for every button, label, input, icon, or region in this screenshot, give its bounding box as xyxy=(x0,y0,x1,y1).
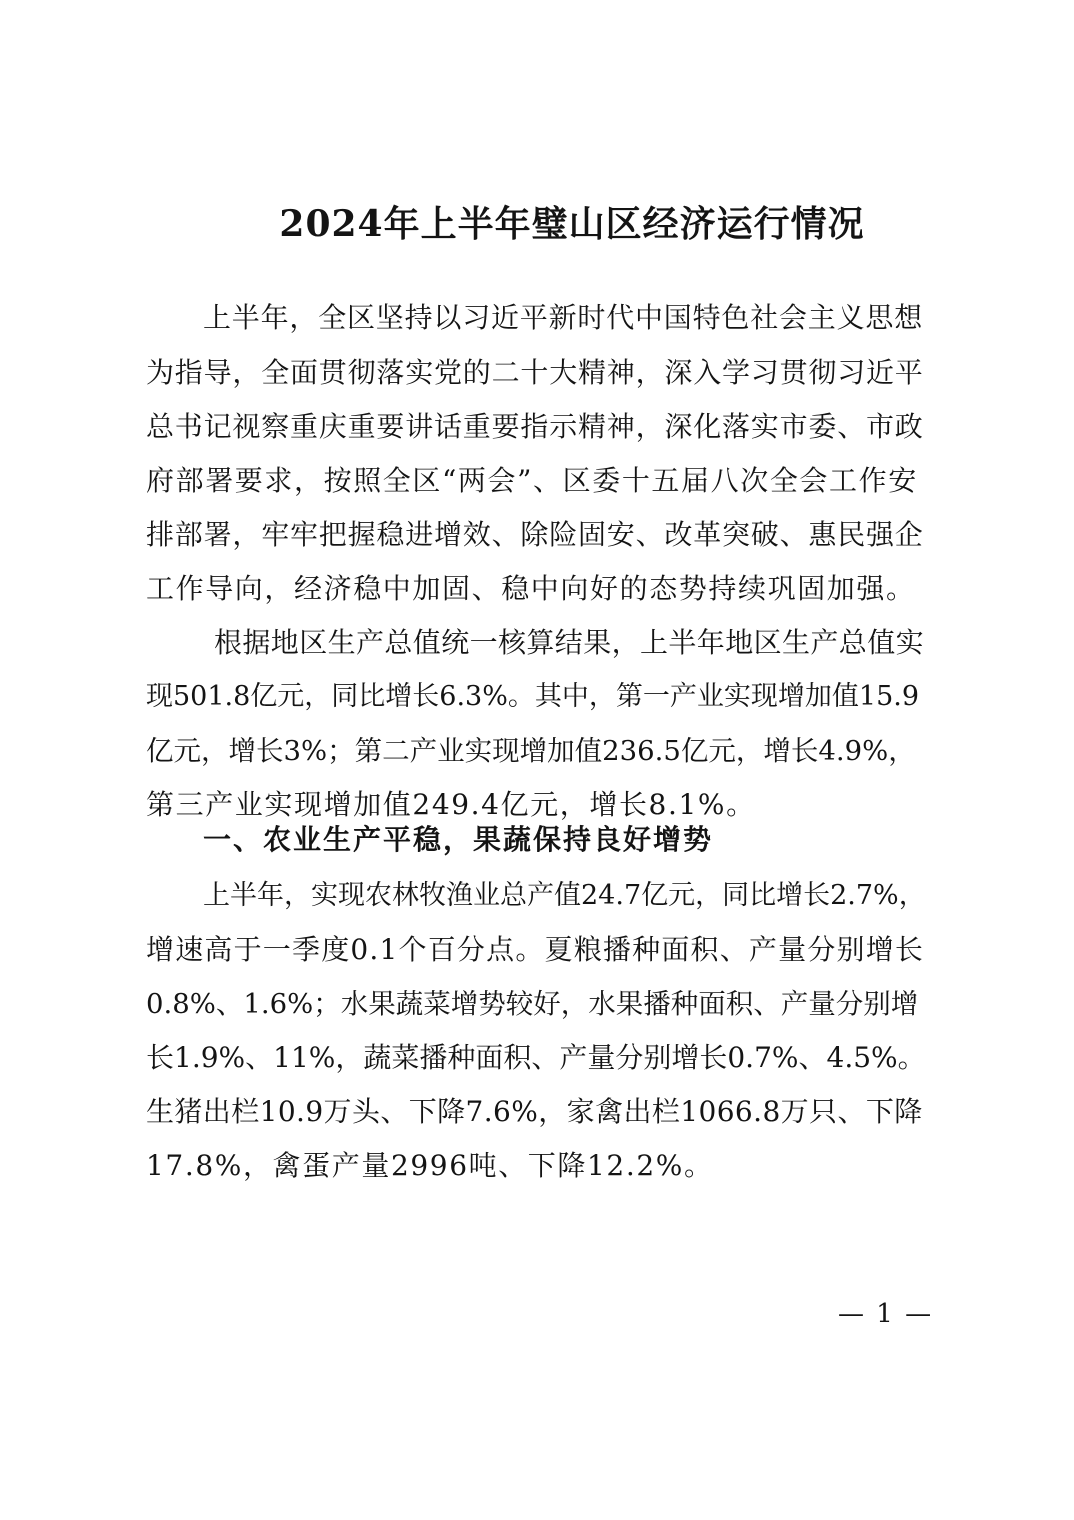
paragraph-line: 上半年，实现农林牧渔业总产值24.7亿元，同比增长2.7%， xyxy=(203,880,926,911)
paragraph-line: 上半年，全区坚持以习近平新时代中国特色社会主义思想 xyxy=(203,301,924,334)
paragraph-line: 增速高于一季度0.1个百分点。夏粮播种面积、产量分别增长 xyxy=(146,933,925,966)
paragraph-line: 根据地区生产总值统一核算结果，上半年地区生产总值实 xyxy=(214,626,925,659)
paragraph-line: 府部署要求，按照全区“两会”、区委十五届八次全会工作安 xyxy=(146,464,918,497)
paragraph-line: 为指导，全面贯彻落实党的二十大精神，深入学习贯彻习近平 xyxy=(146,356,924,389)
paragraph-line: 17.8%，禽蛋产量2996吨、下降12.2%。 xyxy=(146,1149,714,1182)
paragraph-line: 工作导向，经济稳中加固、稳中向好的态势持续巩固加强。 xyxy=(146,572,916,605)
paragraph-line: 0.8%、1.6%；水果蔬菜增势较好，水果播种面积、产量分别增 xyxy=(146,988,919,1020)
paragraph-line: 亿元，增长3%；第二产业实现增加值236.5亿元，增长4.9%， xyxy=(146,735,916,767)
page-number: — 1 — xyxy=(838,1299,934,1329)
paragraph-line: 现501.8亿元，同比增长6.3%。其中，第一产业实现增加值15.9 xyxy=(146,681,920,712)
paragraph-line: 排部署，牢牢把握稳进增效、除险固安、改革突破、惠民强企 xyxy=(146,518,924,551)
document-title: 2024年上半年璧山区经济运行情况 xyxy=(279,203,865,245)
paragraph-line: 长1.9%、11%，蔬菜播种面积、产量分别增长0.7%、4.5%。 xyxy=(146,1041,926,1074)
paragraph-line: 生猪出栏10.9万头、下降7.6%，家禽出栏1066.8万只、下降 xyxy=(146,1095,923,1128)
section-heading: 一、农业生产平稳，果蔬保持良好增势 xyxy=(203,823,714,856)
paragraph-line: 第三产业实现增加值249.4亿元，增长8.1%。 xyxy=(146,788,756,821)
paragraph-line: 总书记视察重庆重要讲话重要指示精神，深化落实市委、市政 xyxy=(146,410,924,443)
